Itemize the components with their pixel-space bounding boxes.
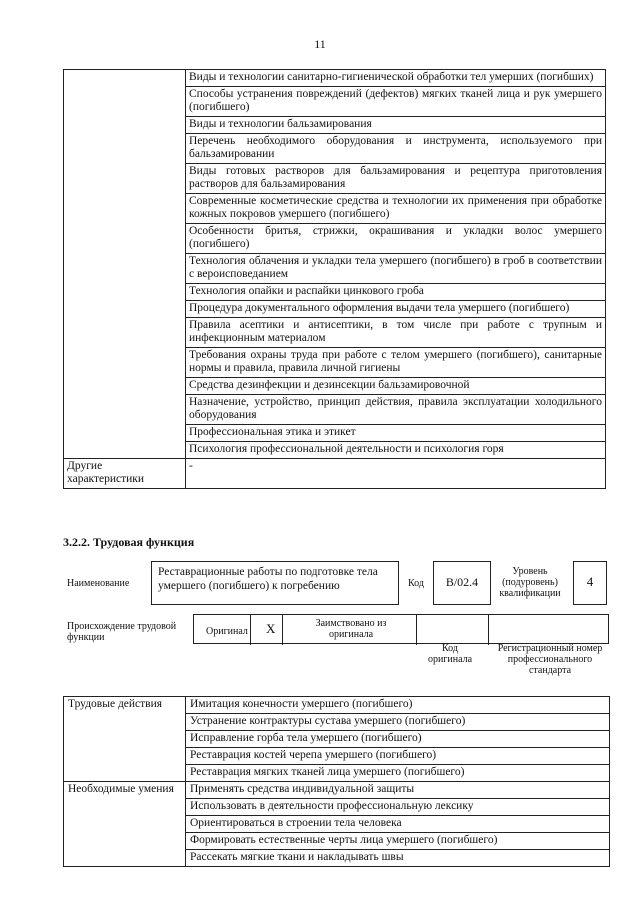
knowledge-item: Требования охраны труда при работе с телом умершего (погибшего), санитарные нормы и правила, правила личной гигиены (186, 348, 606, 378)
knowledge-item: Психология профессиональной деятельности и психология горя (186, 442, 606, 459)
action-item: Имитация конечности умершего (погибшего) (186, 697, 610, 714)
name-value: Реставрационные работы по подготовке тела умершего (погибшего) к погребению (151, 561, 399, 605)
skill-item: Ориентироваться в строении тела человека (186, 816, 610, 833)
skills-label: Необходимые умения (64, 782, 186, 867)
knowledge-item: Виды и технологии санитарно-гигиенической обработки тел умерших (погибших) (186, 70, 606, 87)
level-label: Уровень (подуровень) квалификации (499, 566, 561, 599)
knowledge-item: Особенности бритья, стрижки, окрашивания и укладки волос умершего (погибшего) (186, 224, 606, 254)
knowledge-item: Средства дезинфекции и дезинсекции бальзамировочной (186, 378, 606, 395)
knowledge-item: Перечень необходимого оборудования и инструмента, используемого при бальзамировании (186, 134, 606, 164)
action-item: Исправление горба тела умершего (погибшего) (186, 731, 610, 748)
skill-item: Рассекать мягкие ткани и накладывать швы (186, 850, 610, 867)
table-row (64, 459, 606, 489)
code-caption: Код оригинала (427, 643, 473, 665)
level-value: 4 (573, 561, 607, 605)
reg-caption: Регистрационный номер профессионального стандарта (497, 643, 603, 676)
action-item: Реставрация мягких тканей лица умершего (погибшего) (186, 765, 610, 782)
origin-box (193, 614, 609, 644)
knowledge-item: Назначение, устройство, принцип действия, правила эксплуатации холодильного оборудования (186, 395, 606, 425)
knowledge-item: Виды и технологии бальзамирования (186, 117, 606, 134)
actions-label: Трудовые действия (64, 697, 186, 782)
name-label: Наименование (67, 578, 130, 589)
knowledge-label-cell (64, 70, 186, 459)
knowledge-item: Технология облачения и укладки тела умершего (погибшего) в гроб в соответствии с вероисповеданием (186, 254, 606, 284)
page-number: 11 (314, 37, 326, 51)
knowledge-item: Процедура документального оформления выдачи тела умершего (погибшего) (186, 301, 606, 318)
table-row (64, 697, 610, 714)
original-label: Оригинал (206, 626, 248, 637)
knowledge-table (63, 69, 606, 489)
knowledge-item: Современные косметические средства и технологии их применения при обработке кожных покровов умершего (погибшего) (186, 194, 606, 224)
section-heading: 3.2.2. Трудовая функция (63, 535, 195, 549)
skill-item: Применять средства индивидуальной защиты (186, 782, 610, 799)
code-label: Код (408, 578, 424, 589)
table-row (64, 782, 610, 799)
skill-item: Формировать естественные черты лица умершего (погибшего) (186, 833, 610, 850)
knowledge-item: Профессиональная этика и этикет (186, 425, 606, 442)
code-value: B/02.4 (433, 561, 491, 605)
borrowed-label: Заимствовано из оригинала (315, 618, 387, 640)
other-characteristics-value: - (186, 459, 606, 489)
origin-label: Происхождение трудовой функции (67, 621, 177, 643)
knowledge-item: Способы устранения повреждений (дефектов) мягких тканей лица и рук умершего (погибшего) (186, 87, 606, 117)
skill-item: Использовать в деятельности профессиональную лексику (186, 799, 610, 816)
other-characteristics-label: Другие характеристики (64, 459, 186, 489)
actions-table (63, 696, 610, 867)
knowledge-item: Технология опайки и распайки цинкового гроба (186, 284, 606, 301)
original-mark: X (266, 621, 276, 636)
knowledge-item: Виды готовых растворов для бальзамирования и рецептура приготовления растворов для бальзамирования (186, 164, 606, 194)
table-row (64, 70, 606, 87)
action-item: Устранение контрактуры сустава умершего (погибшего) (186, 714, 610, 731)
knowledge-item: Правила асептики и антисептики, в том числе при работе с трупным и инфекционным материалом (186, 318, 606, 348)
action-item: Реставрация костей черепа умершего (погибшего) (186, 748, 610, 765)
